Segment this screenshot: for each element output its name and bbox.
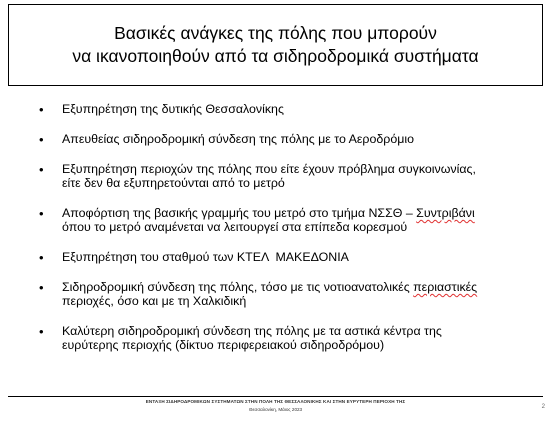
footer-place-date: Θεσσαλονίκη, Μάιος 2023: [248, 407, 303, 412]
bullet-dot-icon: •: [39, 132, 44, 147]
bullet-text-continued: ευρύτερης περιοχής (δίκτυο περιφερειακού σιδηροδρόμου): [62, 338, 385, 352]
bullet-text: Εξυπηρέτηση της δυτικής Θεσσαλονίκης: [62, 102, 284, 116]
slide-title-line-2: να ικανοποιηθούν από τα σιδηροδρομικά συστήματα: [72, 46, 479, 66]
spellcheck-flagged-word: Συντριβάνι: [416, 206, 475, 220]
bullet-list: [36, 102, 536, 368]
bullet-text: Καλύτερη σιδηροδρομική σύνδεση της πόλης με τα αστικά κέντρα της: [62, 324, 442, 338]
page-number: 2: [541, 404, 545, 410]
bullet-text-continued: περιοχές, όσο και με τη Χαλκιδική: [62, 294, 247, 308]
bullet-dot-icon: •: [39, 206, 44, 221]
bullet-dot-icon: •: [39, 250, 44, 265]
bullet-text: Εξυπηρέτηση περιοχών της πόλης που είτε έχουν πρόβλημα συγκοινωνίας,: [62, 162, 476, 176]
bullet-item-airport-link: [36, 132, 536, 146]
bullet-dot-icon: •: [39, 102, 44, 117]
bullet-text: Εξυπηρέτηση του σταθμού των ΚΤΕΛ ΜΑΚΕΔΟΝΙΑ: [62, 250, 349, 264]
footer-project-title: ΕΝΤΑΞΗ ΣΙΔΗΡΟΔΡΟΜΙΚΩΝ ΣΥΣΤΗΜΑΤΩΝ ΣΤΗΝ ΠΟΛΗ ΤΗΣ ΘΕΣΣΑΛΟΝΙΚΗΣ ΚΑΙ ΣΤΗΝ ΕΥΡΥΤΕΡΗ ΠΕΡΙΟΧΗ ΤΗΣ: [145, 399, 406, 404]
bullet-item-regional-rail: [36, 324, 536, 352]
footer-divider: [8, 396, 543, 397]
bullet-text: Απευθείας σιδηροδρομική σύνδεση της πόλης με το Αεροδρόμιο: [62, 132, 414, 146]
bullet-text: Σιδηροδρομική σύνδεση της πόλης, τόσο με τις νοτιοανατολικές: [62, 280, 414, 294]
bullet-item-ktel-station: [36, 250, 536, 264]
bullet-dot-icon: •: [39, 280, 44, 295]
bullet-item-southeast-chalkidiki: [36, 280, 536, 308]
bullet-text-continued: είτε δεν θα εξυπηρετούνται από το μετρό: [62, 176, 285, 190]
slide-title-box: [8, 4, 543, 86]
spellcheck-flagged-word: περιαστικές: [413, 280, 478, 294]
bullet-item-west-thessaloniki: [36, 102, 536, 116]
bullet-dot-icon: •: [39, 162, 44, 177]
bullet-text: Αποφόρτιση της βασικής γραμμής του μετρό στο τμήμα ΝΣΣΘ –: [62, 206, 417, 220]
bullet-text-continued: όπου το μετρό αναμένεται να λειτουργεί στα επίπεδα κορεσμού: [62, 220, 408, 234]
bullet-item-metro-decongestion: [36, 206, 536, 234]
slide-title-line-1: Βασικές ανάγκες της πόλης που μπορούν: [114, 23, 437, 43]
bullet-item-underserved-areas: [36, 162, 536, 190]
bullet-dot-icon: •: [39, 324, 44, 339]
